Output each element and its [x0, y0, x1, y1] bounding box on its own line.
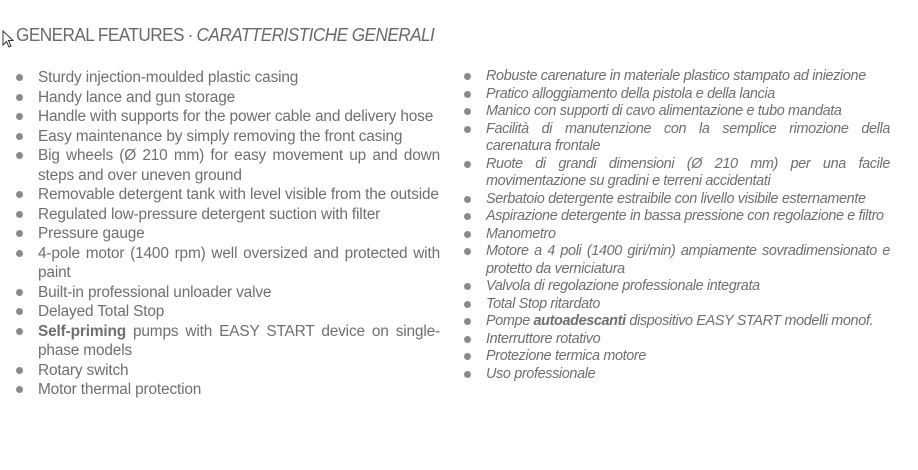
item-text: Robuste carenature in materiale plastico stampato ad iniezione	[486, 68, 866, 84]
bullet-dot-icon	[464, 213, 471, 220]
list-item	[462, 278, 890, 296]
item-text: dispositivo EASY START modelli monof.	[625, 313, 874, 329]
list-item	[14, 302, 440, 322]
bullet-dot-icon	[16, 191, 23, 198]
bullet-dot-icon	[16, 211, 23, 218]
page-heading	[16, 24, 434, 46]
list-item	[14, 322, 440, 361]
bullet-dot-icon	[464, 196, 471, 203]
item-text: Rotary switch	[38, 361, 129, 379]
list-item	[14, 244, 440, 283]
list-item	[462, 296, 890, 314]
list-item	[462, 348, 890, 366]
bullet-dot-icon	[464, 336, 471, 343]
list-item	[462, 156, 890, 191]
bullet-dot-icon	[464, 248, 471, 255]
item-text: Uso professionale	[486, 365, 596, 382]
bullet-dot-icon	[16, 250, 23, 257]
item-text: Easy maintenance by simply removing the front casing	[38, 127, 403, 145]
item-text: Built-in professional unloader valve	[38, 283, 272, 301]
bullet-dot-icon	[16, 289, 23, 296]
item-text: Delayed Total Stop	[38, 303, 165, 320]
list-item	[462, 313, 890, 331]
item-text: Serbatoio detergente estraibile con livello visibile esternamente	[486, 190, 866, 207]
bullet-dot-icon	[464, 126, 471, 133]
heading-separator: ·	[187, 24, 193, 45]
bullet-dot-icon	[16, 152, 23, 159]
item-text: Manometro	[486, 225, 556, 242]
list-item	[462, 121, 890, 156]
list-item	[462, 226, 890, 244]
list-item	[14, 107, 440, 127]
item-text: Total Stop ritardato	[486, 295, 601, 312]
item-text: Interruttore rotativo	[486, 330, 601, 347]
list-item	[462, 68, 890, 86]
list-item	[462, 208, 890, 226]
bullet-dot-icon	[16, 74, 23, 81]
item-text: Big wheels (Ø 210 mm) for easy movement up and down steps and over uneven ground	[38, 147, 440, 184]
bullet-dot-icon	[464, 318, 471, 325]
bullet-dot-icon	[16, 308, 23, 315]
bullet-dot-icon	[464, 283, 471, 290]
heading-italian: CARATTERISTICHE GENERALI	[196, 24, 435, 45]
list-item	[14, 68, 440, 88]
item-text: 4-pole motor (1400 rpm) well oversized and protected with paint	[38, 244, 440, 281]
list-item	[462, 331, 890, 349]
item-text: Motore a 4 poli (1400 giri/min) ampiamente sovradimensionato e protetto da verniciatura	[486, 243, 890, 277]
item-text: Pressure gauge	[38, 225, 145, 242]
item-text: Regulated low-pressure detergent suction with filter	[38, 205, 381, 223]
bullet-dot-icon	[16, 133, 23, 140]
list-item	[14, 146, 440, 185]
bullet-dot-icon	[464, 353, 471, 360]
bullet-dot-icon	[464, 91, 471, 98]
item-text: Facilità di manutenzione con la semplice rimozione della carenatura frontale	[486, 120, 890, 154]
item-text: Valvola di regolazione professionale integrata	[486, 278, 760, 294]
list-item	[14, 224, 440, 244]
item-text: Sturdy injection-moulded plastic casing	[38, 69, 299, 86]
item-text: pumps with EASY START device on single-phase models	[38, 322, 440, 359]
bullet-dot-icon	[464, 231, 471, 238]
features-list-italian	[462, 68, 890, 383]
list-item	[14, 380, 440, 400]
list-item	[14, 361, 440, 381]
item-text: Protezione termica motore	[486, 348, 647, 364]
bullet-dot-icon	[16, 113, 23, 120]
list-item	[14, 283, 440, 303]
item-emphasis: Self-priming	[38, 322, 126, 340]
heading-english: GENERAL FEATURES	[16, 24, 184, 45]
list-item	[462, 191, 890, 209]
item-text: Handy lance and gun storage	[38, 88, 236, 106]
item-text: Ruote di grandi dimensioni (Ø 210 mm) per una facile movimentazione su gradini e terreni accidentati	[486, 155, 890, 189]
item-emphasis: autoadescanti	[533, 313, 626, 329]
list-item	[14, 205, 440, 225]
list-item	[14, 185, 440, 205]
list-item	[14, 88, 440, 108]
bullet-dot-icon	[16, 386, 23, 393]
list-item	[462, 86, 890, 104]
features-list-english	[14, 68, 440, 400]
item-text: Motor thermal protection	[38, 381, 202, 398]
bullet-dot-icon	[16, 328, 23, 335]
item-prefix: Pompe	[486, 313, 534, 329]
item-text: Aspirazione detergente in bassa pressione con regolazione e filtro	[486, 208, 884, 224]
bullet-dot-icon	[464, 73, 471, 80]
bullet-dot-icon	[464, 161, 471, 168]
bullet-dot-icon	[16, 230, 23, 237]
item-text: Removable detergent tank with level visible from the outside	[38, 186, 439, 203]
item-text: Handle with supports for the power cable and delivery hose	[38, 108, 434, 125]
item-text: Manico con supporti di cavo alimentazione e tubo mandata	[486, 103, 842, 119]
list-item	[14, 127, 440, 147]
bullet-dot-icon	[464, 301, 471, 308]
bullet-dot-icon	[464, 108, 471, 115]
bullet-dot-icon	[16, 94, 23, 101]
mouse-pointer-icon	[2, 30, 14, 48]
list-item	[462, 243, 890, 278]
list-item	[462, 366, 890, 384]
bullet-dot-icon	[464, 371, 471, 378]
item-text: Pratico alloggiamento della pistola e della lancia	[486, 85, 775, 102]
list-item	[462, 103, 890, 121]
bullet-dot-icon	[16, 367, 23, 374]
